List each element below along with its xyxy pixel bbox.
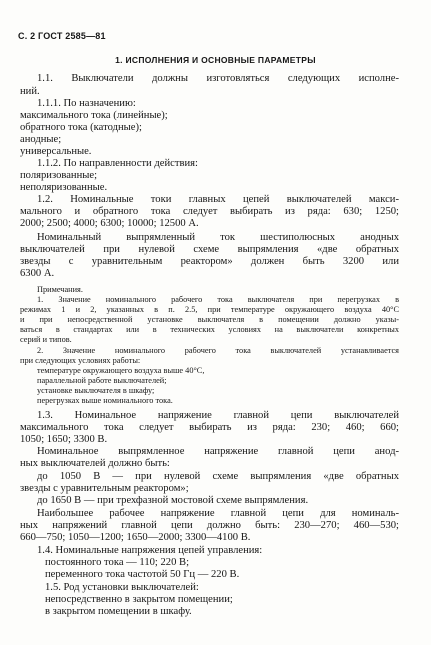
text-line: Номинальный выпрямленный ток шестиполюсных анодных	[37, 232, 399, 243]
text-line: 1.2. Номинальные токи главных цепей выключателей макси-	[37, 194, 399, 205]
text-line: Номинальное выпрямленное напряжение главной цепи анод-	[37, 446, 399, 457]
text-line: переменного тока частотой 50 Гц — 220 В.	[45, 569, 240, 580]
text-line: максимального тока следует выбирать из ряда: 230; 460; 660;	[20, 422, 399, 433]
text-line: постоянного тока — 110; 220 В;	[45, 557, 190, 568]
text-line: 2000; 2500; 4000; 6300; 10000; 12500 А.	[20, 218, 199, 229]
section-title: 1. ИСПОЛНЕНИЯ И ОСНОВНЫЕ ПАРАМЕТРЫ	[115, 55, 316, 65]
text-line: до 1650 В — при трехфазной мостовой схеме выпрямления.	[37, 495, 309, 506]
text-line: 1.1. Выключатели должны изготовляться следующих исполне-	[37, 73, 399, 84]
text-line: Наибольшее рабочее напряжение главной цепи для номиналь-	[37, 508, 399, 519]
note-line: 1. Значение номинального рабочего тока выключателя при перегрузках в	[37, 295, 399, 304]
text-line: 1.5. Род установки выключателей:	[45, 582, 199, 593]
text-line: 1.1.2. По направленности действия:	[37, 158, 198, 169]
note-line: параллельной работе выключателей;	[37, 376, 167, 385]
text-line: ний.	[20, 86, 40, 97]
text-line: ных напряжений главной цепи должно быть: 230—270; 460—530;	[20, 520, 399, 531]
text-line: анодные;	[20, 134, 62, 145]
text-line: 660—750; 1050—1200; 1650—2000; 3300—4100 В.	[20, 532, 251, 543]
text-line: неполяризованные.	[20, 182, 108, 193]
text-line: универсальные.	[20, 146, 92, 157]
text-line: до 1050 В — при нулевой схеме выпрямления «две обратных	[37, 471, 399, 482]
page-header: С. 2 ГОСТ 2585—81	[18, 31, 106, 41]
text-line: обратного тока (катодные);	[20, 122, 142, 133]
text-line: максимального тока (линейные);	[20, 110, 168, 121]
text-line: в закрытом помещении в шкафу.	[45, 606, 192, 617]
text-line: 1050; 1650; 3300 В.	[20, 434, 108, 445]
text-line: звезды с уравнительным реактором» должен быть 3200 или	[20, 256, 399, 267]
note-line: Примечания.	[37, 285, 83, 294]
text-line: 1.4. Номинальные напряжения цепей управления:	[37, 545, 263, 556]
note-line: и при непосредственной установке выключателя в помещении должно указы-	[20, 315, 399, 324]
text-line: непосредственно в закрытом помещении;	[45, 594, 233, 605]
note-line: ваться в стандартах или в технических условиях на выключатели конкретных	[20, 325, 399, 334]
text-line: 6300 А.	[20, 268, 55, 279]
note-line: перегрузках выше номинального тока.	[37, 396, 173, 405]
text-line: выключателей при нулевой схеме выпрямления «две обратных	[20, 244, 399, 255]
note-line: температуре окружающего воздуха выше 40°С,	[37, 366, 205, 375]
text-line: 1.1.1. По назначению:	[37, 98, 136, 109]
note-line: при следующих условиях работы:	[20, 356, 141, 365]
note-line: установке выключателя в шкафу;	[37, 386, 155, 395]
note-line: 2. Значение номинального рабочего тока выключателей устанавливается	[37, 346, 399, 355]
note-line: серий и типов.	[20, 335, 72, 344]
note-line: режимах 1 и 2, указанных в п. 2.5, при температуре окружающего воздуха 40°С	[20, 305, 399, 314]
text-line: звезды с уравнительным реактором»;	[20, 483, 189, 494]
text-line: ных выключателей должно быть:	[20, 458, 170, 469]
text-line: мального и обратного тока следует выбирать из ряда: 630; 1250;	[20, 206, 399, 217]
text-line: поляризованные;	[20, 170, 98, 181]
text-line: 1.3. Номинальное напряжение главной цепи выключателей	[37, 410, 399, 421]
